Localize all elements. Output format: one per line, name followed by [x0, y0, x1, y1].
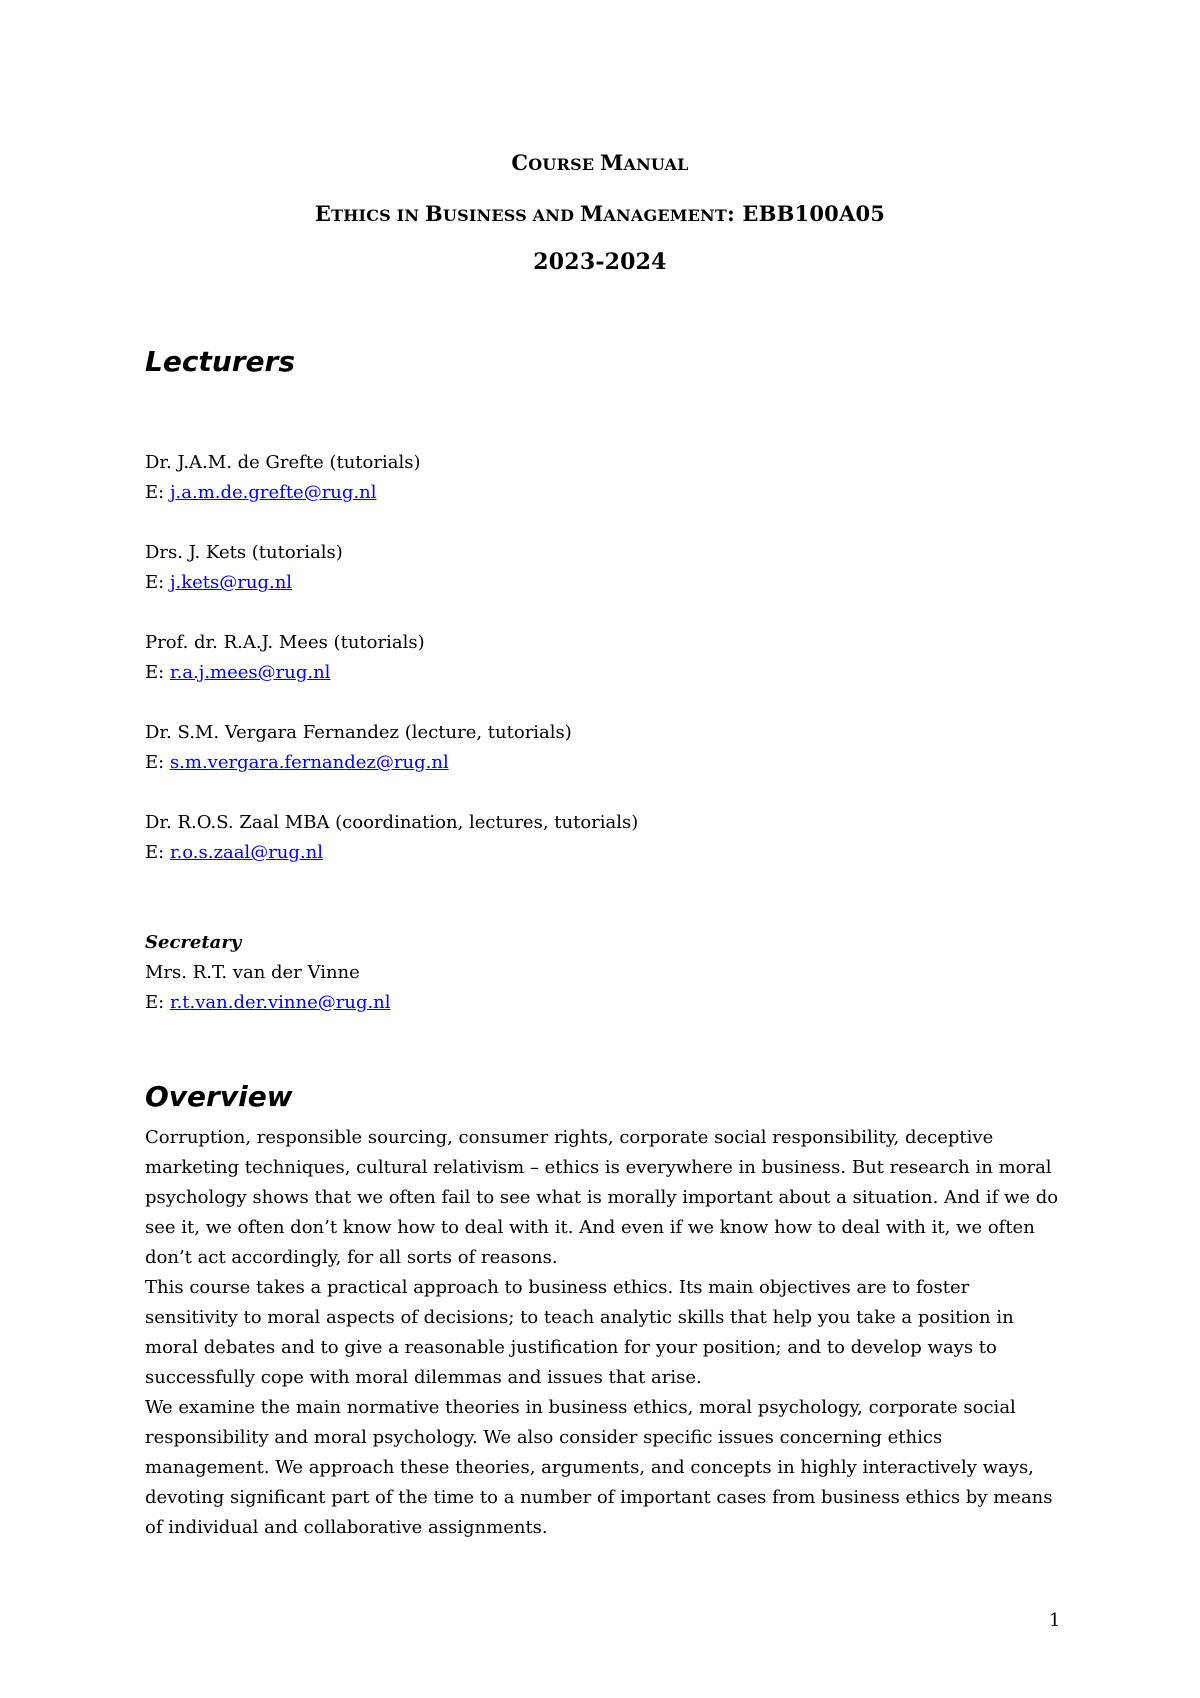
- email-prefix: E:: [145, 842, 170, 863]
- page-number: 1: [1049, 1610, 1061, 1631]
- lecturer-email-link[interactable]: j.a.m.de.grefte@rug.nl: [169, 482, 377, 503]
- email-prefix: E:: [145, 662, 170, 683]
- email-prefix: E:: [145, 752, 170, 773]
- email-prefix: E:: [145, 572, 170, 593]
- lecturer-email-line: [145, 572, 292, 594]
- title-part: C: [511, 150, 529, 175]
- lecturer-name: Dr. J.A.M. de Grefte (tutorials): [145, 452, 421, 473]
- title-part: B: [424, 201, 443, 226]
- lecturer-email-link[interactable]: s.m.vergara.fernandez@rug.nl: [169, 752, 449, 773]
- lecturer-name: Drs. J. Kets (tutorials): [145, 542, 343, 563]
- lecturer-name: Prof. dr. R.A.J. Mees (tutorials): [145, 632, 425, 653]
- overview-paragraph: This course takes a practical approach to business ethics. Its main objectives are to foster sensitivity to moral aspects of decisions; to teach analytic skills that help you take a position in moral debates and to give a reasonable justification for your position; and to develop ways to successfully cope with moral dilemmas and issues that arise.: [145, 1277, 1014, 1388]
- academic-year: 2023-2024: [533, 249, 667, 275]
- overview-body: [145, 1123, 1065, 1543]
- overview-paragraph: We examine the main normative theories in business ethics, moral psychology, corporate social responsibility and moral psychology. We also consider specific issues concerning ethics management. We approach these theories, arguments, and concepts in highly interactively ways, devoting significant part of the time to a number of important cases from business ethics by means of individual and collaborative assignments.: [145, 1397, 1053, 1538]
- email-prefix: E:: [145, 992, 170, 1013]
- title-part: ANUAL: [623, 155, 689, 174]
- overview-paragraph: Corruption, responsible sourcing, consumer rights, corporate social responsibility, deceptive marketing techniques, cultural relativism – ethics is everywhere in business. But research in moral psychology shows that we often fail to see what is morally important about a situation. And if we do see it, we often don’t know how to deal with it. And even if we know how to deal with it, we often don’t act accordingly, for all sorts of reasons.: [145, 1127, 1059, 1268]
- title-part: ANAGEMENT: [603, 206, 727, 225]
- lecturer-email-line: [145, 482, 377, 504]
- lecturer-email-link[interactable]: r.a.j.mees@rug.nl: [169, 662, 331, 683]
- lecturer-email-line: [145, 662, 330, 684]
- lecturer-email-link[interactable]: j.kets@rug.nl: [169, 572, 293, 593]
- course-manual-title: [0, 150, 1200, 175]
- title-part: OURSE: [528, 155, 600, 174]
- title-part: THICS IN: [331, 206, 425, 225]
- title-part: E: [314, 201, 332, 226]
- email-prefix: E:: [145, 482, 170, 503]
- lecturer-email-link[interactable]: r.o.s.zaal@rug.nl: [169, 842, 323, 863]
- secretary-heading: Secretary: [145, 932, 242, 953]
- lecturer-name: Dr. R.O.S. Zaal MBA (coordination, lectures, tutorials): [145, 812, 639, 833]
- lecturers-heading: Lecturers: [145, 345, 296, 378]
- lecturer-email-line: [145, 842, 323, 864]
- lecturer-email-line: [145, 752, 449, 774]
- secretary-email-link[interactable]: r.t.van.der.vinne@rug.nl: [169, 992, 391, 1013]
- title-part: M: [579, 201, 604, 226]
- course-name-title: [0, 201, 1200, 226]
- title-part: USINESS AND: [442, 206, 580, 225]
- secretary-email-line: [145, 992, 391, 1014]
- lecturer-name: Dr. S.M. Vergara Fernandez (lecture, tutorials): [145, 722, 572, 743]
- overview-heading: Overview: [145, 1080, 293, 1113]
- secretary-name: Mrs. R.T. van der Vinne: [145, 962, 360, 983]
- title-part: M: [600, 150, 624, 175]
- title-part: : EBB100A05: [726, 201, 886, 226]
